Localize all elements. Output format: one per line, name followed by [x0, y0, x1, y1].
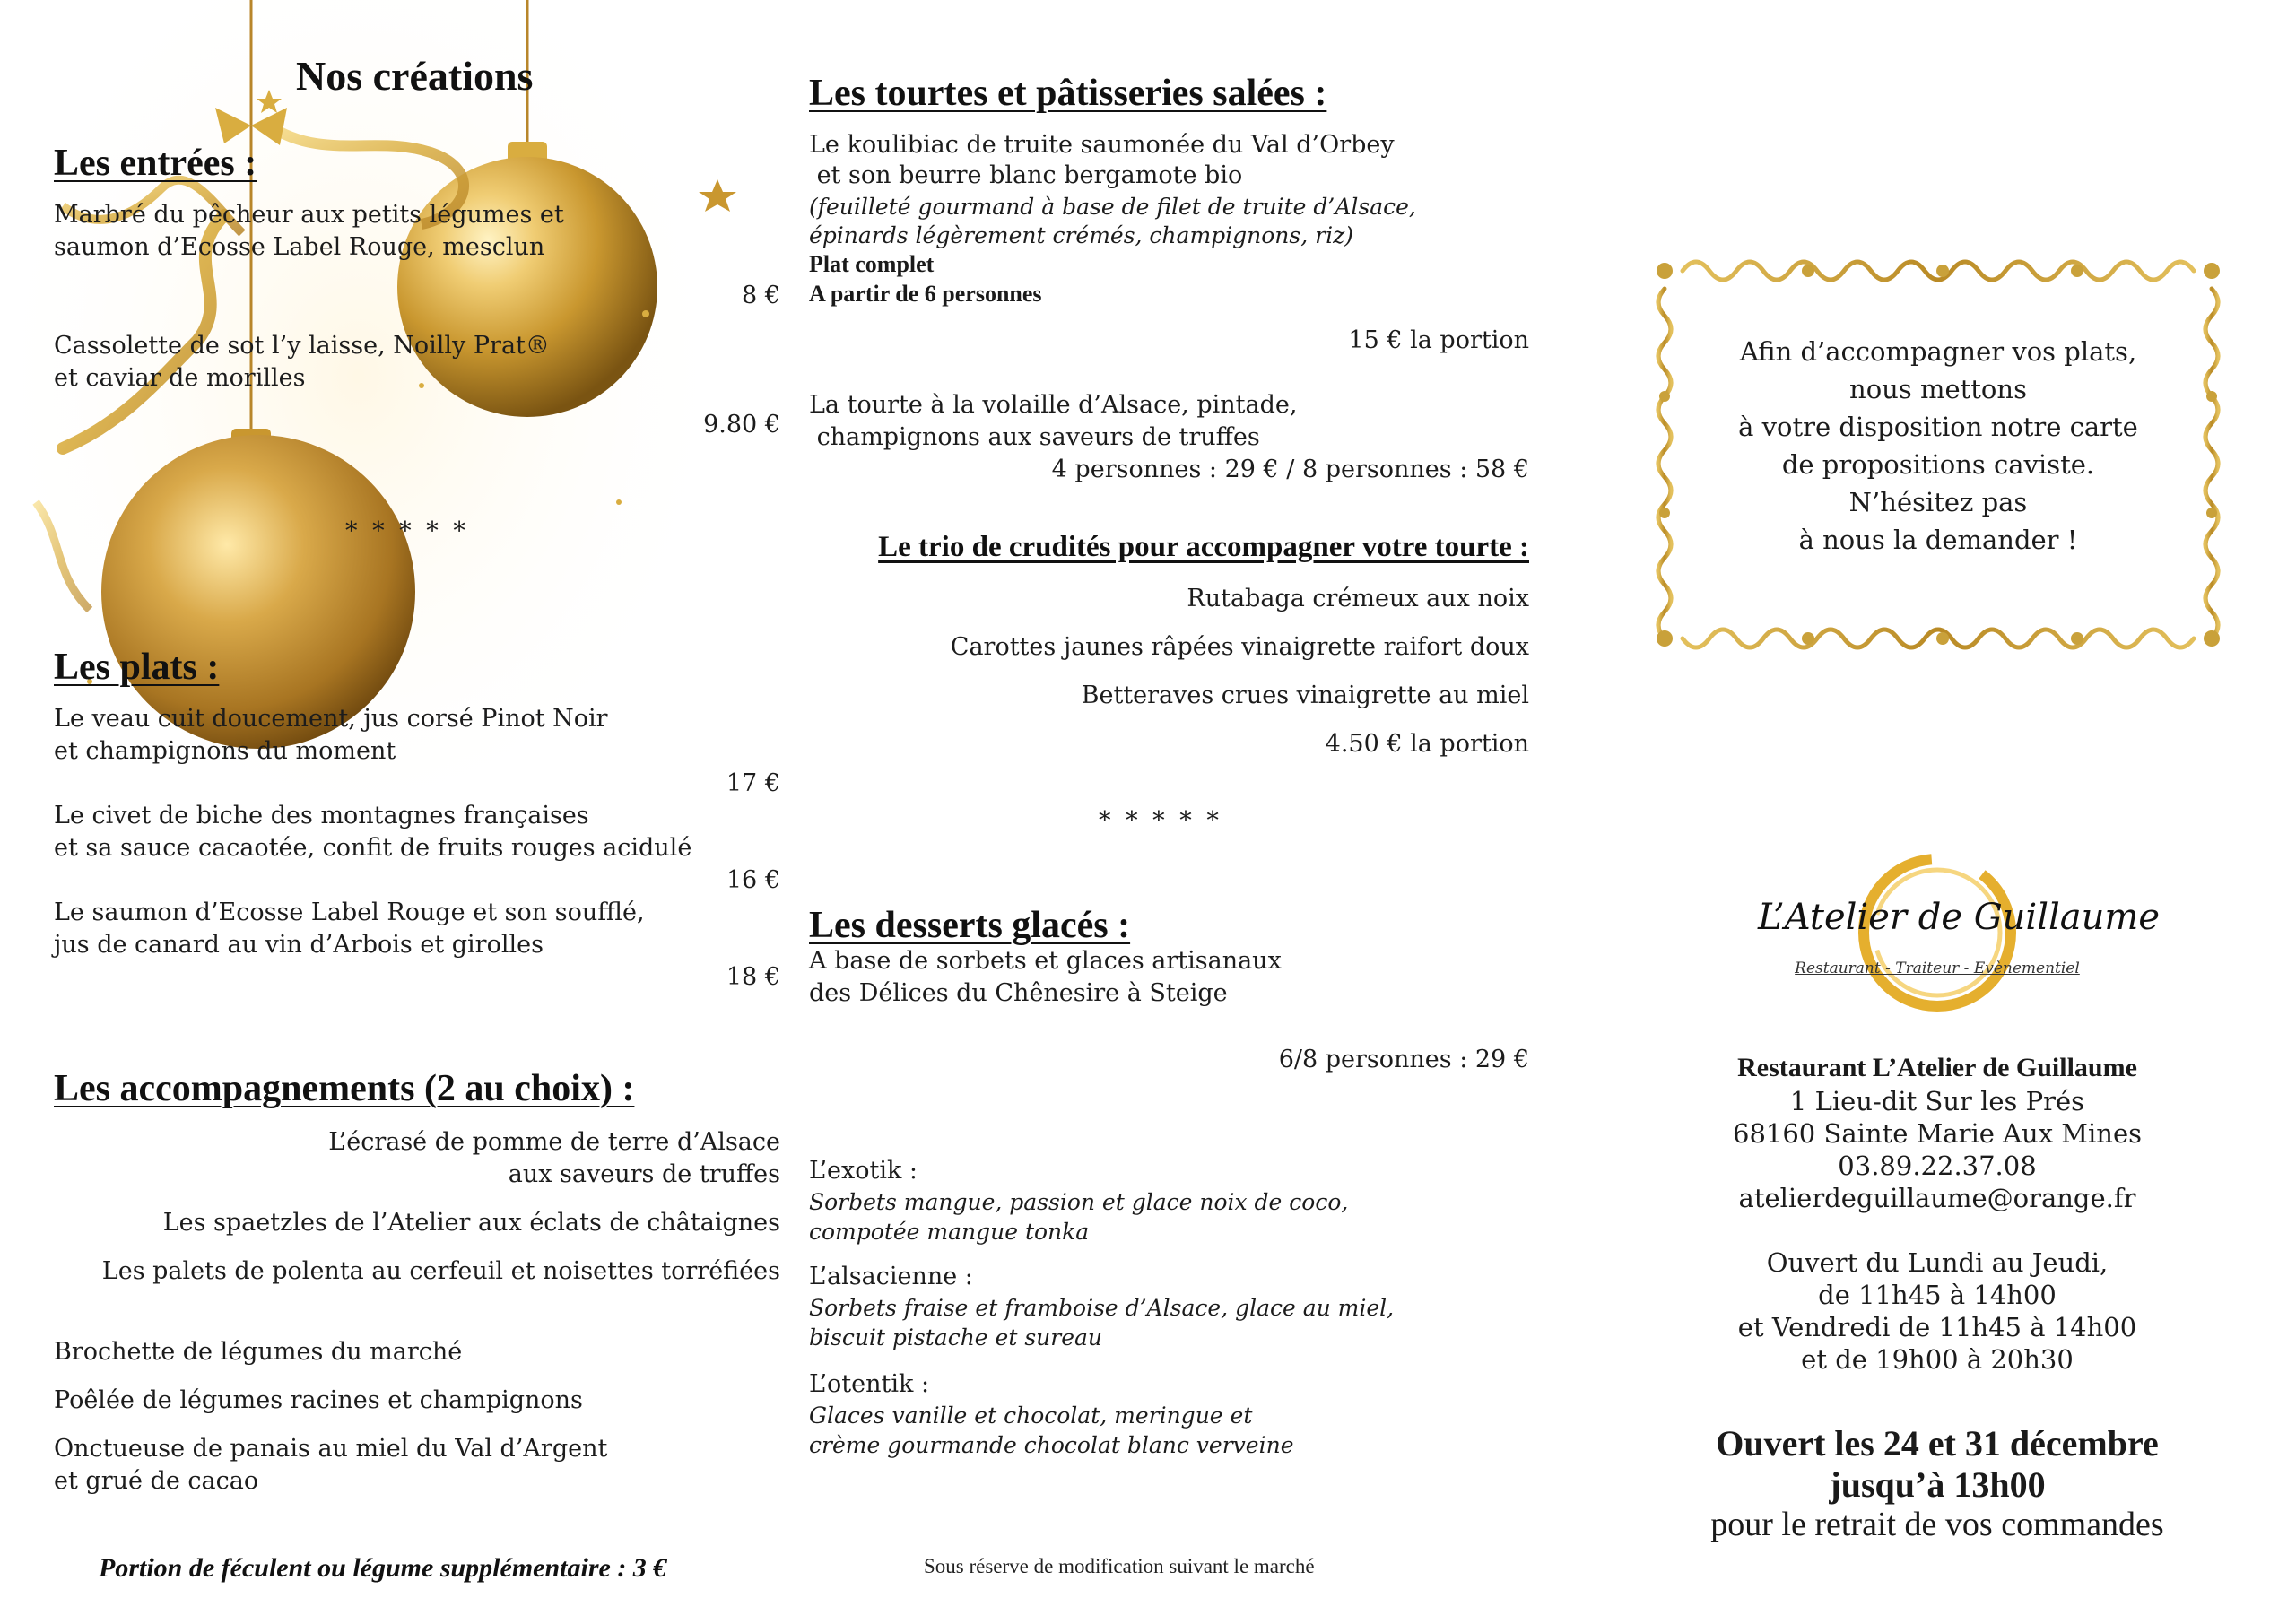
entree-1-line2: saumon d’Ecosse Label Rouge, mesclun: [54, 233, 545, 261]
special-line-3: pour le retrait de vos commandes: [1710, 1506, 2164, 1543]
heading-plats: Les plats :: [54, 647, 220, 688]
heading-entrees: Les entrées :: [54, 143, 257, 184]
desserts-price: 6/8 personnes : 29 €: [1278, 1046, 1529, 1073]
entree-2-line2: et caviar de morilles: [54, 364, 306, 392]
plat-2-price: 16 €: [726, 866, 780, 894]
logo-tagline: Restaurant - Traiteur - Evènementiel: [1795, 960, 2080, 977]
hours-line-3: et Vendredi de 11h45 à 14h00: [1737, 1312, 2137, 1342]
accomp-left-2: Poêlée de légumes racines et champignons: [54, 1386, 583, 1414]
dessert-3-desc-2: crème gourmande chocolat blanc verveine: [809, 1432, 1294, 1458]
frame-text-3: à votre disposition notre carte: [1738, 412, 2138, 442]
heading-tourtes: Les tourtes et pâtisseries salées :: [809, 73, 1327, 114]
trio-item-3: Betteraves crues vinaigrette au miel: [1081, 682, 1529, 709]
accomp-right-1-line1: L’écrasé de pomme de terre d’Alsace: [328, 1128, 780, 1156]
hours-line-4: et de 19h00 à 20h30: [1801, 1344, 2074, 1375]
accomp-right-1-line2: aux saveurs de truffes: [508, 1160, 780, 1188]
plat-3-price: 18 €: [726, 963, 780, 991]
hours-line-1: Ouvert du Lundi au Jeudi,: [1766, 1247, 2109, 1278]
address-name: Restaurant L’Atelier de Guillaume: [1737, 1053, 2137, 1082]
desserts-line1: A base de sorbets et glaces artisanaux: [809, 947, 1282, 975]
separator-middle: * * * * *: [1099, 807, 1222, 835]
hours-line-2: de 11h45 à 14h00: [1818, 1280, 2057, 1310]
trio-price: 4.50 € la portion: [1325, 730, 1529, 758]
volaille-line2: champignons aux saveurs de truffes: [809, 423, 1260, 451]
dessert-2-name: L’alsacienne :: [809, 1263, 973, 1290]
koulibiac-min-persons: A partir de 6 personnes: [809, 281, 1042, 307]
entree-1-line1: Marbré du pêcheur aux petits légumes et: [54, 201, 564, 229]
frame-text-5: N’hésitez pas: [1848, 487, 2028, 517]
address-street: 1 Lieu-dit Sur les Prés: [1789, 1086, 2085, 1116]
koulibiac-desc-2: épinards légèrement crémés, champignons, riz): [809, 222, 1353, 248]
entree-1-price: 8 €: [742, 282, 780, 309]
accomp-left-1: Brochette de légumes du marché: [54, 1338, 463, 1366]
dessert-2-desc-2: biscuit pistache et sureau: [809, 1324, 1103, 1350]
trio-item-2: Carottes jaunes râpées vinaigrette raifort doux: [950, 633, 1529, 661]
entree-2-price: 9.80 €: [703, 411, 780, 439]
entree-2-line1: Cassolette de sot l’y laisse, Noilly Prat®: [54, 332, 550, 360]
plat-1-line2: et champignons du moment: [54, 737, 396, 765]
dessert-1-desc-2: compotée mangue tonka: [809, 1219, 1090, 1245]
koulibiac-plat-complet: Plat complet: [809, 251, 935, 277]
plat-2-line2: et sa sauce cacaotée, confit de fruits rouges acidulé: [54, 834, 692, 862]
plat-1-line1: Le veau cuit doucement, jus corsé Pinot Noir: [54, 705, 608, 733]
special-line-2: jusqu’à 13h00: [1829, 1464, 2046, 1505]
footer-note-middle: Sous réserve de modification suivant le marché: [924, 1555, 1315, 1577]
page-title: Nos créations: [296, 53, 534, 99]
special-line-1: Ouvert les 24 et 31 décembre: [1716, 1423, 2159, 1463]
plat-1-price: 17 €: [726, 769, 780, 797]
heading-trio: Le trio de crudités pour accompagner votre tourte :: [878, 531, 1529, 563]
koulibiac-line2: et son beurre blanc bergamote bio: [809, 161, 1243, 189]
trio-item-1: Rutabaga crémeux aux noix: [1187, 585, 1529, 612]
separator-left: * * * * *: [345, 517, 469, 545]
koulibiac-desc-1: (feuilleté gourmand à base de filet de truite d’Alsace,: [809, 194, 1416, 220]
volaille-price: 4 personnes : 29 € / 8 personnes : 58 €: [1051, 456, 1529, 483]
frame-text-4: de propositions caviste.: [1781, 449, 2095, 480]
address-email[interactable]: atelierdeguillaume@orange.fr: [1738, 1183, 2136, 1213]
footer-note-left: Portion de féculent ou légume supplémentaire : 3 €: [99, 1553, 667, 1583]
dessert-1-name: L’exotik :: [809, 1157, 918, 1185]
dessert-1-desc-1: Sorbets mangue, passion et glace noix de coco,: [809, 1189, 1349, 1215]
koulibiac-price: 15 € la portion: [1348, 326, 1529, 354]
address-phone: 03.89.22.37.08: [1838, 1151, 2037, 1181]
address-city: 68160 Sainte Marie Aux Mines: [1733, 1118, 2142, 1149]
frame-text-2: nous mettons: [1849, 374, 2027, 404]
heading-desserts: Les desserts glacés :: [809, 905, 1131, 946]
dessert-3-desc-1: Glaces vanille et chocolat, meringue et: [809, 1403, 1253, 1429]
frame-text-1: Afin d’accompagner vos plats,: [1739, 336, 2137, 367]
plat-2-line1: Le civet de biche des montagnes françaises: [54, 802, 589, 829]
accomp-right-2-line1: Les spaetzles de l’Atelier aux éclats de châtaignes: [162, 1209, 780, 1237]
dessert-3-name: L’otentik :: [809, 1370, 930, 1398]
koulibiac-line1: Le koulibiac de truite saumonée du Val d’Orbey: [809, 131, 1395, 159]
logo-name: L’Atelier de Guillaume: [1758, 897, 2161, 938]
desserts-line2: des Délices du Chênesire à Steige: [809, 979, 1228, 1007]
accomp-right-3-line1: Les palets de polenta au cerfeuil et noisettes torréfiées: [101, 1257, 780, 1285]
dessert-2-desc-1: Sorbets fraise et framboise d’Alsace, glace au miel,: [809, 1295, 1395, 1321]
plat-3-line1: Le saumon d’Ecosse Label Rouge et son soufflé,: [54, 899, 645, 926]
accomp-left-3-line1: Onctueuse de panais au miel du Val d’Argent: [54, 1435, 608, 1463]
frame-text-6: à nous la demander !: [1798, 525, 2078, 555]
plat-3-line2: jus de canard au vin d’Arbois et girolles: [54, 931, 544, 959]
heading-accompagnements: Les accompagnements (2 au choix) :: [54, 1068, 635, 1109]
accomp-left-3-line2: et grué de cacao: [54, 1467, 259, 1495]
volaille-line1: La tourte à la volaille d’Alsace, pintade,: [809, 391, 1298, 419]
